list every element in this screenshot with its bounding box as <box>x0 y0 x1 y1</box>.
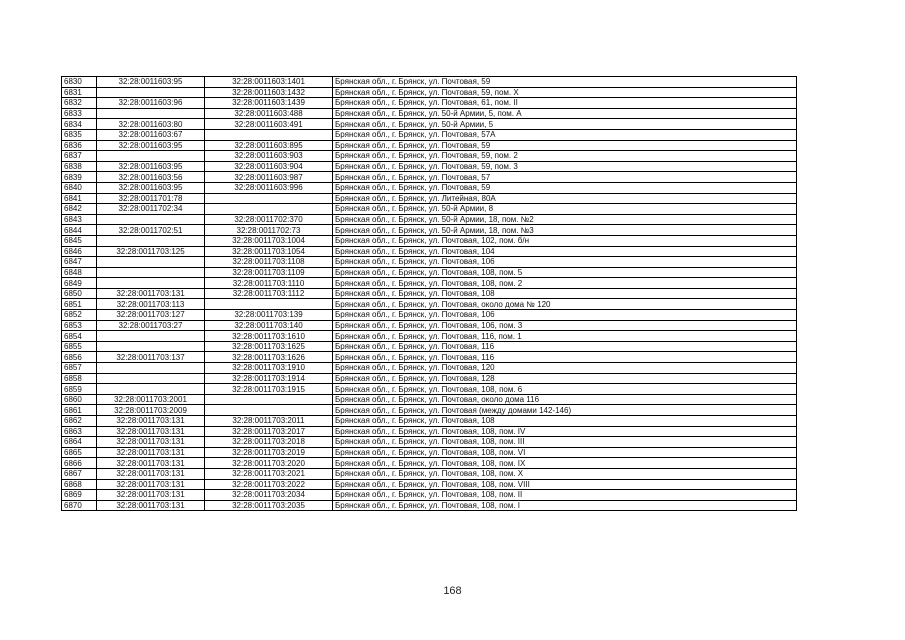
row-number-cell: 6869 <box>62 490 97 501</box>
table-row <box>62 331 797 342</box>
table-row <box>62 458 797 469</box>
object-cadastral-number-cell: 32:28:0011703:1112 <box>205 288 333 299</box>
table-row <box>62 235 797 246</box>
parcel-cadastral-number-cell: 32:28:0011603:95 <box>97 161 205 172</box>
address-cell: Брянская обл., г. Брянск, ул. Почтовая, 106 <box>333 310 797 321</box>
row-number-cell: 6835 <box>62 129 97 140</box>
address-cell: Брянская обл., г. Брянск, ул. Почтовая, 108, пом. VIII <box>333 479 797 490</box>
row-number-cell: 6862 <box>62 416 97 427</box>
address-cell: Брянская обл., г. Брянск, ул. Почтовая, 59, пом. 3 <box>333 161 797 172</box>
object-cadastral-number-cell: 32:28:0011703:2018 <box>205 437 333 448</box>
address-cell: Брянская обл., г. Брянск, ул. Почтовая, 116 <box>333 341 797 352</box>
table-row <box>62 151 797 162</box>
table-row <box>62 267 797 278</box>
table-row <box>62 140 797 151</box>
row-number-cell: 6834 <box>62 119 97 130</box>
parcel-cadastral-number-cell: 32:28:0011703:131 <box>97 426 205 437</box>
address-cell: Брянская обл., г. Брянск, ул. Почтовая, 102, пом. б/н <box>333 235 797 246</box>
table-row <box>62 214 797 225</box>
parcel-cadastral-number-cell: 32:28:0011702:51 <box>97 225 205 236</box>
parcel-cadastral-number-cell: 32:28:0011703:131 <box>97 437 205 448</box>
object-cadastral-number-cell: 32:28:0011703:2021 <box>205 468 333 479</box>
row-number-cell: 6847 <box>62 257 97 268</box>
address-cell: Брянская обл., г. Брянск, ул. Почтовая, 59, пом. X <box>333 87 797 98</box>
address-cell: Брянская обл., г. Брянск, ул. Почтовая, 108, пом. 5 <box>333 267 797 278</box>
address-cell: Брянская обл., г. Брянск, ул. Почтовая, 106 <box>333 257 797 268</box>
table-row <box>62 310 797 321</box>
row-number-cell: 6843 <box>62 214 97 225</box>
register-table <box>61 76 797 511</box>
parcel-cadastral-number-cell: 32:28:0011703:131 <box>97 479 205 490</box>
address-cell: Брянская обл., г. Брянск, ул. Почтовая, 108, пом. IV <box>333 426 797 437</box>
row-number-cell: 6848 <box>62 267 97 278</box>
row-number-cell: 6842 <box>62 204 97 215</box>
address-cell: Брянская обл., г. Брянск, ул. Почтовая (между домами 142-146) <box>333 405 797 416</box>
parcel-cadastral-number-cell <box>97 373 205 384</box>
table-row <box>62 87 797 98</box>
parcel-cadastral-number-cell: 32:28:0011603:96 <box>97 98 205 109</box>
parcel-cadastral-number-cell: 32:28:0011603:67 <box>97 129 205 140</box>
address-cell: Брянская обл., г. Брянск, ул. Почтовая, около дома 116 <box>333 394 797 405</box>
parcel-cadastral-number-cell <box>97 257 205 268</box>
row-number-cell: 6832 <box>62 98 97 109</box>
object-cadastral-number-cell: 32:28:0011603:488 <box>205 108 333 119</box>
row-number-cell: 6840 <box>62 182 97 193</box>
address-cell: Брянская обл., г. Брянск, ул. Почтовая, 128 <box>333 373 797 384</box>
address-cell: Брянская обл., г. Брянск, ул. Почтовая, 57А <box>333 129 797 140</box>
parcel-cadastral-number-cell: 32:28:0011702:34 <box>97 204 205 215</box>
object-cadastral-number-cell <box>205 405 333 416</box>
address-cell: Брянская обл., г. Брянск, ул. Почтовая, 120 <box>333 363 797 374</box>
address-cell: Брянская обл., г. Брянск, ул. Почтовая, 108, пом. II <box>333 490 797 501</box>
address-cell: Брянская обл., г. Брянск, ул. Почтовая, 116, пом. 1 <box>333 331 797 342</box>
row-number-cell: 6859 <box>62 384 97 395</box>
row-number-cell: 6833 <box>62 108 97 119</box>
object-cadastral-number-cell <box>205 299 333 310</box>
parcel-cadastral-number-cell: 32:28:0011703:131 <box>97 468 205 479</box>
row-number-cell: 6853 <box>62 320 97 331</box>
address-cell: Брянская обл., г. Брянск, ул. Почтовая, 57 <box>333 172 797 183</box>
object-cadastral-number-cell: 32:28:0011603:1401 <box>205 77 333 88</box>
table-row <box>62 172 797 183</box>
table-row <box>62 98 797 109</box>
row-number-cell: 6830 <box>62 77 97 88</box>
object-cadastral-number-cell: 32:28:0011603:903 <box>205 151 333 162</box>
row-number-cell: 6831 <box>62 87 97 98</box>
parcel-cadastral-number-cell <box>97 108 205 119</box>
object-cadastral-number-cell: 32:28:0011703:140 <box>205 320 333 331</box>
parcel-cadastral-number-cell <box>97 151 205 162</box>
address-cell: Брянская обл., г. Брянск, ул. Почтовая, 108, пом. 2 <box>333 278 797 289</box>
table-row <box>62 426 797 437</box>
table-row <box>62 119 797 130</box>
table-row <box>62 278 797 289</box>
object-cadastral-number-cell: 32:28:0011603:996 <box>205 182 333 193</box>
object-cadastral-number-cell <box>205 204 333 215</box>
parcel-cadastral-number-cell <box>97 331 205 342</box>
address-cell: Брянская обл., г. Брянск, ул. Почтовая, 59 <box>333 182 797 193</box>
row-number-cell: 6860 <box>62 394 97 405</box>
object-cadastral-number-cell: 32:28:0011703:2011 <box>205 416 333 427</box>
parcel-cadastral-number-cell: 32:28:0011603:95 <box>97 77 205 88</box>
row-number-cell: 6851 <box>62 299 97 310</box>
row-number-cell: 6870 <box>62 500 97 511</box>
parcel-cadastral-number-cell: 32:28:0011703:137 <box>97 352 205 363</box>
address-cell: Брянская обл., г. Брянск, ул. Литейная, 80А <box>333 193 797 204</box>
parcel-cadastral-number-cell: 32:28:0011703:131 <box>97 458 205 469</box>
address-cell: Брянская обл., г. Брянск, ул. Почтовая, 108, пом. IX <box>333 458 797 469</box>
parcel-cadastral-number-cell: 32:28:0011603:80 <box>97 119 205 130</box>
parcel-cadastral-number-cell: 32:28:0011703:131 <box>97 416 205 427</box>
page-number: 168 <box>443 585 462 597</box>
table-row <box>62 384 797 395</box>
table-row <box>62 468 797 479</box>
parcel-cadastral-number-cell <box>97 278 205 289</box>
row-number-cell: 6868 <box>62 479 97 490</box>
parcel-cadastral-number-cell: 32:28:0011603:56 <box>97 172 205 183</box>
row-number-cell: 6852 <box>62 310 97 321</box>
row-number-cell: 6849 <box>62 278 97 289</box>
table-row <box>62 77 797 88</box>
parcel-cadastral-number-cell <box>97 363 205 374</box>
address-cell: Брянская обл., г. Брянск, ул. Почтовая, 108, пом. X <box>333 468 797 479</box>
address-cell: Брянская обл., г. Брянск, ул. Почтовая, 108, пом. VI <box>333 447 797 458</box>
table-row <box>62 363 797 374</box>
table-row <box>62 447 797 458</box>
object-cadastral-number-cell <box>205 394 333 405</box>
table-row <box>62 490 797 501</box>
parcel-cadastral-number-cell: 32:28:0011701:78 <box>97 193 205 204</box>
row-number-cell: 6863 <box>62 426 97 437</box>
table-row <box>62 352 797 363</box>
parcel-cadastral-number-cell <box>97 341 205 352</box>
object-cadastral-number-cell: 32:28:0011703:1915 <box>205 384 333 395</box>
table-row <box>62 246 797 257</box>
table-row <box>62 204 797 215</box>
row-number-cell: 6846 <box>62 246 97 257</box>
object-cadastral-number-cell: 32:28:0011703:2020 <box>205 458 333 469</box>
table-row <box>62 405 797 416</box>
parcel-cadastral-number-cell: 32:28:0011703:131 <box>97 447 205 458</box>
object-cadastral-number-cell: 32:28:0011703:1910 <box>205 363 333 374</box>
address-cell: Брянская обл., г. Брянск, ул. Почтовая, 108, пом. 6 <box>333 384 797 395</box>
object-cadastral-number-cell: 32:28:0011703:1110 <box>205 278 333 289</box>
address-cell: Брянская обл., г. Брянск, ул. Почтовая, около дома № 120 <box>333 299 797 310</box>
row-number-cell: 6866 <box>62 458 97 469</box>
row-number-cell: 6837 <box>62 151 97 162</box>
object-cadastral-number-cell <box>205 129 333 140</box>
address-cell: Брянская обл., г. Брянск, ул. Почтовая, 108 <box>333 416 797 427</box>
object-cadastral-number-cell: 32:28:0011603:904 <box>205 161 333 172</box>
object-cadastral-number-cell: 32:28:0011703:1914 <box>205 373 333 384</box>
address-cell: Брянская обл., г. Брянск, ул. Почтовая, 108 <box>333 288 797 299</box>
table-row <box>62 320 797 331</box>
row-number-cell: 6856 <box>62 352 97 363</box>
object-cadastral-number-cell: 32:28:0011703:1054 <box>205 246 333 257</box>
row-number-cell: 6854 <box>62 331 97 342</box>
table-row <box>62 299 797 310</box>
parcel-cadastral-number-cell: 32:28:0011703:27 <box>97 320 205 331</box>
parcel-cadastral-number-cell: 32:28:0011703:2001 <box>97 394 205 405</box>
table-row <box>62 257 797 268</box>
row-number-cell: 6836 <box>62 140 97 151</box>
parcel-cadastral-number-cell: 32:28:0011703:131 <box>97 500 205 511</box>
table-row <box>62 373 797 384</box>
object-cadastral-number-cell: 32:28:0011703:2017 <box>205 426 333 437</box>
address-cell: Брянская обл., г. Брянск, ул. Почтовая, 108, пом. I <box>333 500 797 511</box>
object-cadastral-number-cell: 32:28:0011603:1432 <box>205 87 333 98</box>
parcel-cadastral-number-cell <box>97 214 205 225</box>
row-number-cell: 6865 <box>62 447 97 458</box>
object-cadastral-number-cell: 32:28:0011703:2035 <box>205 500 333 511</box>
object-cadastral-number-cell: 32:28:0011603:987 <box>205 172 333 183</box>
object-cadastral-number-cell: 32:28:0011703:1109 <box>205 267 333 278</box>
object-cadastral-number-cell: 32:28:0011703:139 <box>205 310 333 321</box>
table-row <box>62 500 797 511</box>
object-cadastral-number-cell <box>205 193 333 204</box>
object-cadastral-number-cell: 32:28:0011703:1625 <box>205 341 333 352</box>
table-row <box>62 394 797 405</box>
parcel-cadastral-number-cell: 32:28:0011603:95 <box>97 140 205 151</box>
row-number-cell: 6858 <box>62 373 97 384</box>
address-cell: Брянская обл., г. Брянск, ул. Почтовая, 108, пом. III <box>333 437 797 448</box>
address-cell: Брянская обл., г. Брянск, ул. Почтовая, 61, пом. II <box>333 98 797 109</box>
table-row <box>62 437 797 448</box>
object-cadastral-number-cell: 32:28:0011703:2022 <box>205 479 333 490</box>
object-cadastral-number-cell: 32:28:0011702:370 <box>205 214 333 225</box>
table-row <box>62 161 797 172</box>
object-cadastral-number-cell: 32:28:0011703:2034 <box>205 490 333 501</box>
table-row <box>62 193 797 204</box>
address-cell: Брянская обл., г. Брянск, ул. Почтовая, 59 <box>333 77 797 88</box>
parcel-cadastral-number-cell: 32:28:0011703:2009 <box>97 405 205 416</box>
parcel-cadastral-number-cell <box>97 87 205 98</box>
row-number-cell: 6841 <box>62 193 97 204</box>
parcel-cadastral-number-cell <box>97 267 205 278</box>
row-number-cell: 6855 <box>62 341 97 352</box>
address-cell: Брянская обл., г. Брянск, ул. Почтовая, 116 <box>333 352 797 363</box>
address-cell: Брянская обл., г. Брянск, ул. Почтовая, 104 <box>333 246 797 257</box>
table-row <box>62 288 797 299</box>
row-number-cell: 6844 <box>62 225 97 236</box>
object-cadastral-number-cell: 32:28:0011702:73 <box>205 225 333 236</box>
row-number-cell: 6839 <box>62 172 97 183</box>
table-row <box>62 108 797 119</box>
parcel-cadastral-number-cell: 32:28:0011703:113 <box>97 299 205 310</box>
parcel-cadastral-number-cell: 32:28:0011703:127 <box>97 310 205 321</box>
parcel-cadastral-number-cell <box>97 235 205 246</box>
register-table-body <box>62 77 797 511</box>
row-number-cell: 6867 <box>62 468 97 479</box>
address-cell: Брянская обл., г. Брянск, ул. Почтовая, 106, пом. 3 <box>333 320 797 331</box>
object-cadastral-number-cell: 32:28:0011703:1004 <box>205 235 333 246</box>
table-row <box>62 225 797 236</box>
parcel-cadastral-number-cell: 32:28:0011703:131 <box>97 490 205 501</box>
address-cell: Брянская обл., г. Брянск, ул. 50-й Армии, 18, пом. №2 <box>333 214 797 225</box>
address-cell: Брянская обл., г. Брянск, ул. 50-й Армии, 8 <box>333 204 797 215</box>
row-number-cell: 6857 <box>62 363 97 374</box>
object-cadastral-number-cell: 32:28:0011703:1610 <box>205 331 333 342</box>
address-cell: Брянская обл., г. Брянск, ул. Почтовая, 59, пом. 2 <box>333 151 797 162</box>
address-cell: Брянская обл., г. Брянск, ул. 50-й Армии, 5 <box>333 119 797 130</box>
object-cadastral-number-cell: 32:28:0011603:491 <box>205 119 333 130</box>
row-number-cell: 6838 <box>62 161 97 172</box>
parcel-cadastral-number-cell: 32:28:0011703:131 <box>97 288 205 299</box>
row-number-cell: 6864 <box>62 437 97 448</box>
object-cadastral-number-cell: 32:28:0011603:895 <box>205 140 333 151</box>
address-cell: Брянская обл., г. Брянск, ул. 50-й Армии, 5, пом. А <box>333 108 797 119</box>
table-row <box>62 182 797 193</box>
address-cell: Брянская обл., г. Брянск, ул. Почтовая, 59 <box>333 140 797 151</box>
table-row <box>62 129 797 140</box>
table-row <box>62 479 797 490</box>
object-cadastral-number-cell: 32:28:0011703:2019 <box>205 447 333 458</box>
parcel-cadastral-number-cell: 32:28:0011603:95 <box>97 182 205 193</box>
row-number-cell: 6845 <box>62 235 97 246</box>
parcel-cadastral-number-cell: 32:28:0011703:125 <box>97 246 205 257</box>
object-cadastral-number-cell: 32:28:0011703:1626 <box>205 352 333 363</box>
object-cadastral-number-cell: 32:28:0011603:1439 <box>205 98 333 109</box>
object-cadastral-number-cell: 32:28:0011703:1108 <box>205 257 333 268</box>
row-number-cell: 6850 <box>62 288 97 299</box>
row-number-cell: 6861 <box>62 405 97 416</box>
parcel-cadastral-number-cell <box>97 384 205 395</box>
address-cell: Брянская обл., г. Брянск, ул. 50-й Армии, 18, пом. №3 <box>333 225 797 236</box>
table-row <box>62 416 797 427</box>
table-row <box>62 341 797 352</box>
